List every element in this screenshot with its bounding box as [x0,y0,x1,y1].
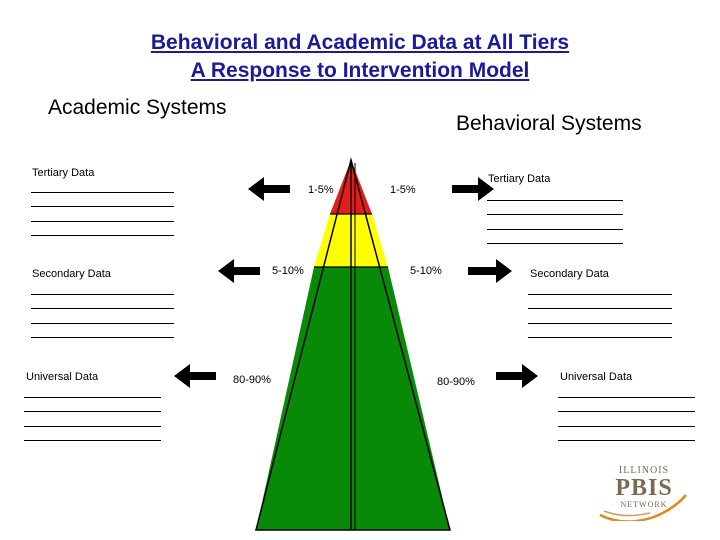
arrow-left-universal [174,364,216,388]
behavioral-systems-heading: Behavioral Systems [456,112,642,135]
arrow-right-universal [496,364,538,388]
right-tertiary-blanks [487,186,623,244]
logo-line-1: ILLINOIS [618,465,670,476]
arrow-left-secondary [218,259,260,283]
left-universal-blanks [24,383,161,441]
arrow-right-secondary [468,259,512,283]
right-secondary-label: Secondary Data [530,268,609,280]
logo-line-2: PBIS [615,475,673,501]
left-tertiary-label: Tertiary Data [32,167,95,179]
percent-right-secondary: 5-10% [410,265,442,277]
left-secondary-label: Secondary Data [32,268,111,280]
percent-right-tertiary: 1-5% [390,184,416,196]
pyramid [256,160,450,530]
arrow-left-tertiary [248,177,290,201]
title-line-1: Behavioral and Academic Data at All Tiers [150,31,570,54]
universal-tier [256,267,450,530]
right-secondary-blanks [528,280,672,338]
left-universal-label: Universal Data [26,371,99,383]
right-universal-label: Universal Data [560,371,633,383]
right-tertiary-label: Tertiary Data [488,173,551,185]
illinois-pbis-network-logo [594,465,694,521]
left-secondary-blanks [31,280,174,338]
percent-right-universal: 80-90% [437,376,475,388]
percent-left-universal: 80-90% [233,374,271,386]
percent-left-tertiary: 1-5% [308,184,334,196]
percent-left-secondary: 5-10% [272,265,304,277]
academic-systems-heading: Academic Systems [48,96,227,119]
title-line-2: A Response to Intervention Model [190,59,530,82]
logo-swoosh-icon [594,473,694,521]
right-universal-blanks [558,383,695,441]
logo-line-3: NETWORK [620,500,668,509]
left-tertiary-blanks [31,178,174,236]
